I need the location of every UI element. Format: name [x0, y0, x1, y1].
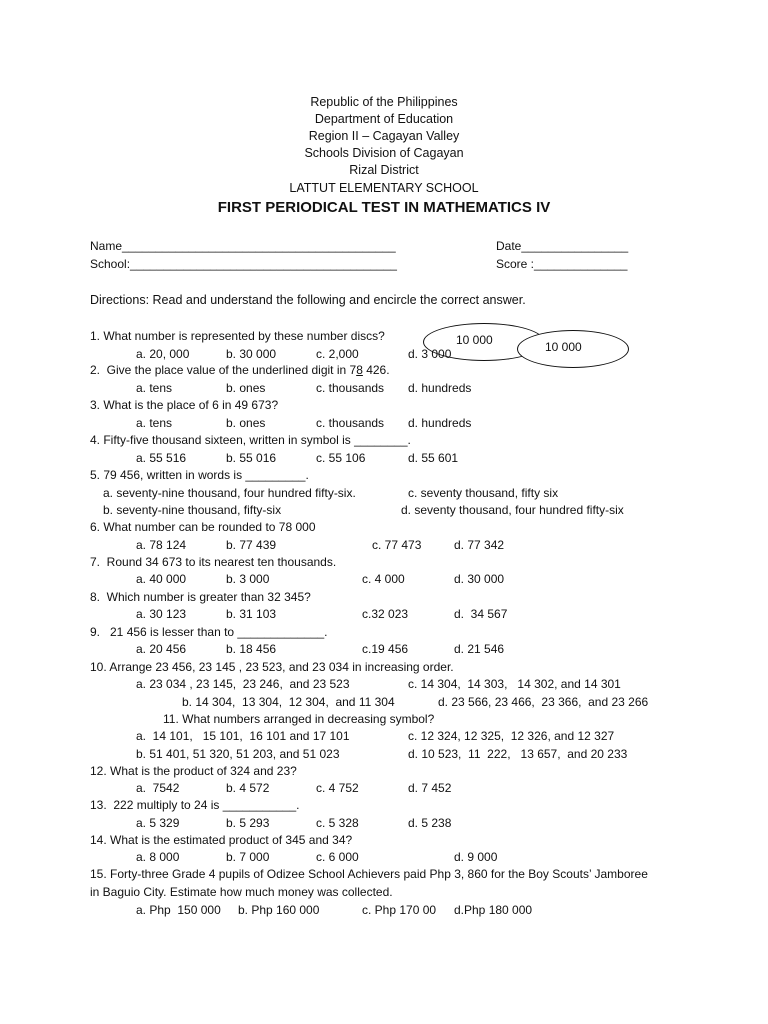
school-field[interactable]: School:________________________________________	[90, 257, 397, 271]
option[interactable]: b. 30 000	[226, 347, 277, 361]
question-15: 15. Forty-three Grade 4 pupils of Odizee School Achievers paid Php 3, 860 for the Boy Scouts’ Jamboree	[90, 867, 648, 881]
question-14: 14. What is the estimated product of 345 and 34?	[90, 833, 353, 847]
option[interactable]: d. 9 000	[454, 850, 498, 864]
option[interactable]: c. thousands	[316, 381, 385, 395]
header-district: Rizal District	[349, 163, 419, 177]
question-11: 11. What numbers arranged in decreasing symbol?	[163, 712, 435, 726]
question-15-cont: in Baguio City. Estimate how much money was collected.	[90, 885, 393, 899]
option[interactable]: b. 4 572	[226, 781, 270, 795]
question-text: 2. Give the place value of the underlined digit in 7	[90, 363, 357, 377]
option[interactable]: c. 6 000	[316, 850, 359, 864]
option[interactable]: b. 7 000	[226, 850, 270, 864]
page-title: FIRST PERIODICAL TEST IN MATHEMATICS IV	[217, 199, 551, 216]
option[interactable]: b. 3 000	[226, 572, 270, 586]
option[interactable]: d. 10 523, 11 222, 13 657, and 20 233	[408, 747, 628, 761]
question-12: 12. What is the product of 324 and 23?	[90, 764, 297, 778]
question-2	[90, 362, 390, 378]
option[interactable]: b. 31 103	[226, 607, 277, 621]
option[interactable]: c. 14 304, 14 303, 14 302, and 14 301	[408, 677, 621, 691]
option[interactable]: a. 55 516	[136, 451, 187, 465]
option[interactable]: a. 7542	[136, 781, 180, 795]
option[interactable]: c. 2,000	[316, 347, 359, 361]
option[interactable]: a. 23 034 , 23 145, 23 246, and 23 523	[136, 677, 350, 691]
question-10: 10. Arrange 23 456, 23 145 , 23 523, and 23 034 in increasing order.	[90, 660, 454, 674]
option[interactable]: d. seventy thousand, four hundred fifty-six	[401, 503, 624, 517]
option[interactable]: d. 21 546	[454, 642, 505, 656]
option[interactable]: c. 4 000	[362, 572, 405, 586]
option[interactable]: b. ones	[226, 381, 266, 395]
option[interactable]: a. Php 150 000	[136, 903, 221, 917]
option[interactable]: b. Php 160 000	[238, 903, 320, 917]
header-school: LATTUT ELEMENTARY SCHOOL	[289, 181, 479, 195]
option[interactable]: d. 7 452	[408, 781, 452, 795]
option[interactable]: a. 14 101, 15 101, 16 101 and 17 101	[136, 729, 350, 743]
option[interactable]: d. 55 601	[408, 451, 459, 465]
option[interactable]: d. 34 567	[454, 607, 508, 621]
option[interactable]: d. hundreds	[408, 381, 472, 395]
question-3: 3. What is the place of 6 in 49 673?	[90, 398, 279, 412]
option[interactable]: b. ones	[226, 416, 266, 430]
name-field[interactable]: Name_________________________________________	[90, 239, 396, 253]
header-region: Region II – Cagayan Valley	[308, 129, 460, 143]
option[interactable]: c. seventy thousand, fifty six	[408, 486, 559, 500]
directions-text: Read and understand the following and encircle the correct answer.	[149, 293, 526, 307]
number-disc-label: 10 000	[456, 333, 493, 347]
option[interactable]: d. 23 566, 23 466, 23 366, and 23 266	[438, 695, 649, 709]
question-1: 1. What number is represented by these number discs?	[90, 329, 385, 343]
option[interactable]: a. seventy-nine thousand, four hundred fifty-six.	[103, 486, 356, 500]
number-disc-label: 10 000	[545, 340, 582, 354]
question-4: 4. Fifty-five thousand sixteen, written in symbol is ________.	[90, 433, 411, 447]
header-department: Department of Education	[314, 112, 454, 126]
option[interactable]: a. 8 000	[136, 850, 180, 864]
option[interactable]: a. tens	[136, 381, 173, 395]
option[interactable]: d. 3 000	[408, 347, 452, 361]
option[interactable]: a. tens	[136, 416, 173, 430]
option[interactable]: c. 77 473	[372, 538, 422, 552]
option[interactable]: c.19 456	[362, 642, 409, 656]
option[interactable]: d. hundreds	[408, 416, 472, 430]
option[interactable]: a. 20 456	[136, 642, 187, 656]
underlined-digit: 8	[356, 363, 363, 377]
option[interactable]: b. seventy-nine thousand, fifty-six	[103, 503, 282, 517]
option[interactable]: b. 51 401, 51 320, 51 203, and 51 023	[136, 747, 340, 761]
question-text: 426.	[362, 363, 390, 377]
question-7: 7. Round 34 673 to its nearest ten thousands.	[90, 555, 337, 569]
option[interactable]: c. 55 106	[316, 451, 366, 465]
option[interactable]: c. 12 324, 12 325, 12 326, and 12 327	[408, 729, 615, 743]
option[interactable]: a. 78 124	[136, 538, 187, 552]
option[interactable]: a. 5 329	[136, 816, 180, 830]
option[interactable]: b. 14 304, 13 304, 12 304, and 11 304	[182, 695, 395, 709]
option[interactable]: b. 5 293	[226, 816, 270, 830]
date-field[interactable]: Date________________	[496, 239, 629, 253]
option[interactable]: b. 18 456	[226, 642, 277, 656]
option[interactable]: c.32 023	[362, 607, 409, 621]
option[interactable]: a. 40 000	[136, 572, 187, 586]
option[interactable]: a. 20, 000	[136, 347, 190, 361]
question-8: 8. Which number is greater than 32 345?	[90, 590, 311, 604]
directions-label: Directions:	[90, 293, 150, 307]
option[interactable]: b. 77 439	[226, 538, 277, 552]
option[interactable]: a. 30 123	[136, 607, 187, 621]
score-field[interactable]: Score :______________	[496, 257, 628, 271]
header-republic: Republic of the Philippines	[310, 95, 458, 109]
option[interactable]: d.Php 180 000	[454, 903, 533, 917]
question-13: 13. 222 multiply to 24 is ___________.	[90, 798, 300, 812]
option[interactable]: c. 5 328	[316, 816, 359, 830]
option[interactable]: c. 4 752	[316, 781, 359, 795]
option[interactable]: b. 55 016	[226, 451, 277, 465]
option[interactable]: d. 77 342	[454, 538, 505, 552]
option[interactable]: c. thousands	[316, 416, 385, 430]
question-9: 9. 21 456 is lesser than to _____________.	[90, 625, 328, 639]
header-division: Schools Division of Cagayan	[304, 146, 464, 160]
directions	[90, 292, 526, 308]
option[interactable]: d. 5 238	[408, 816, 452, 830]
question-6: 6. What number can be rounded to 78 000	[90, 520, 316, 534]
option[interactable]: d. 30 000	[454, 572, 505, 586]
question-5: 5. 79 456, written in words is _________.	[90, 468, 309, 482]
option[interactable]: c. Php 170 00	[362, 903, 437, 917]
